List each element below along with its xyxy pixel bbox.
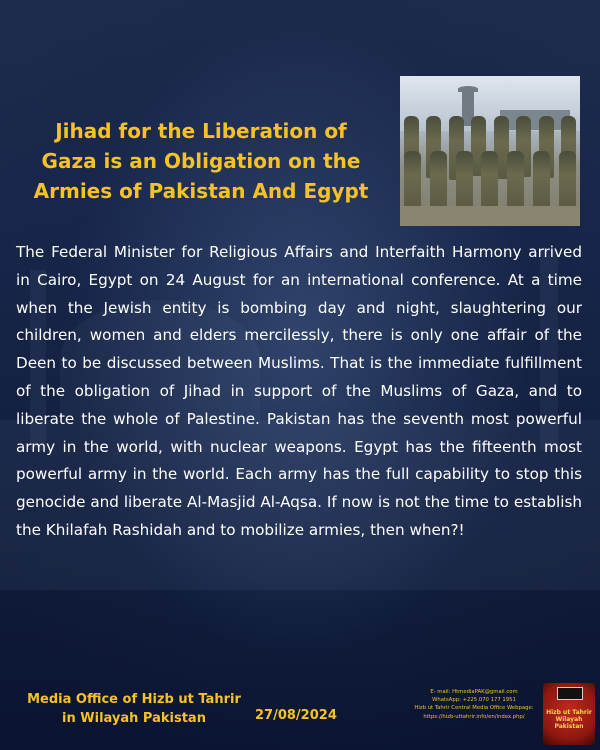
- soldier-figure: [404, 151, 421, 211]
- headline-line: Jihad for the Liberation of: [55, 119, 347, 143]
- photo-tower: [458, 86, 478, 92]
- soldier-figure: [559, 151, 576, 211]
- media-office-credit: [24, 690, 244, 728]
- contact-webpage-link[interactable]: https://hizb-uttahrir.info/en/index.php/: [423, 713, 525, 720]
- logo-text-line: Pakistan: [554, 723, 584, 730]
- contact-whatsapp: WhatsApp: +225 070 177 1951: [432, 697, 516, 704]
- photo-ground: [400, 206, 580, 226]
- soldier-figure: [507, 151, 524, 211]
- contact-email[interactable]: E- mail: HtmediaPAK@gmail.com: [430, 689, 518, 695]
- media-office-line: Media Office of Hizb ut Tahrir: [27, 692, 241, 707]
- logo-text: [543, 709, 595, 730]
- organization-logo: [543, 683, 595, 745]
- statement-text: The Federal Minister for Religious Affairs and Interfaith Harmony arrived in Cairo, Egypt on 24 August for an international conference. At a time when the Jewish entity is bombing day and night, slaughtering our children, women and elders mercilessly, there is only one affair of the Deen to be discussed between Muslims. That is the immediate fulfillment of the obligation of Jihad in support of the Muslims of Gaza, and to liberate the whole of Palestine. Pakistan has the seventh most powerful army in the world, with nuclear weapons. Egypt has the fifteenth most powerful army in the world. Each army has the full capability to stop this genocide and liberate Al-Masjid Al-Aqsa. If now is not the time to establish the Khilafah Rashidah and to mobilize armies, then when?!: [16, 243, 582, 539]
- contact-info: [404, 688, 544, 721]
- headline-line: Gaza is an Obligation on the: [41, 149, 361, 173]
- media-office-line: in Wilayah Pakistan: [62, 711, 206, 726]
- logo-text-line: Wilayah: [555, 716, 583, 723]
- soldier-figure: [430, 151, 447, 209]
- black-flag-icon: [557, 687, 583, 700]
- soldiers-photo: [400, 76, 580, 226]
- headline: [16, 116, 386, 206]
- publish-date: 27/08/2024: [255, 708, 337, 723]
- headline-line: Armies of Pakistan And Egypt: [33, 179, 369, 203]
- logo-text-line: Hizb ut Tahrir: [546, 709, 592, 716]
- soldier-figure: [456, 151, 473, 211]
- soldier-figure: [533, 151, 550, 209]
- soldier-figure: [481, 151, 498, 210]
- contact-webpage-label: Hizb ut Tahrir Central Media Office Webpage:: [414, 705, 534, 712]
- soldiers-front-row: [400, 151, 580, 211]
